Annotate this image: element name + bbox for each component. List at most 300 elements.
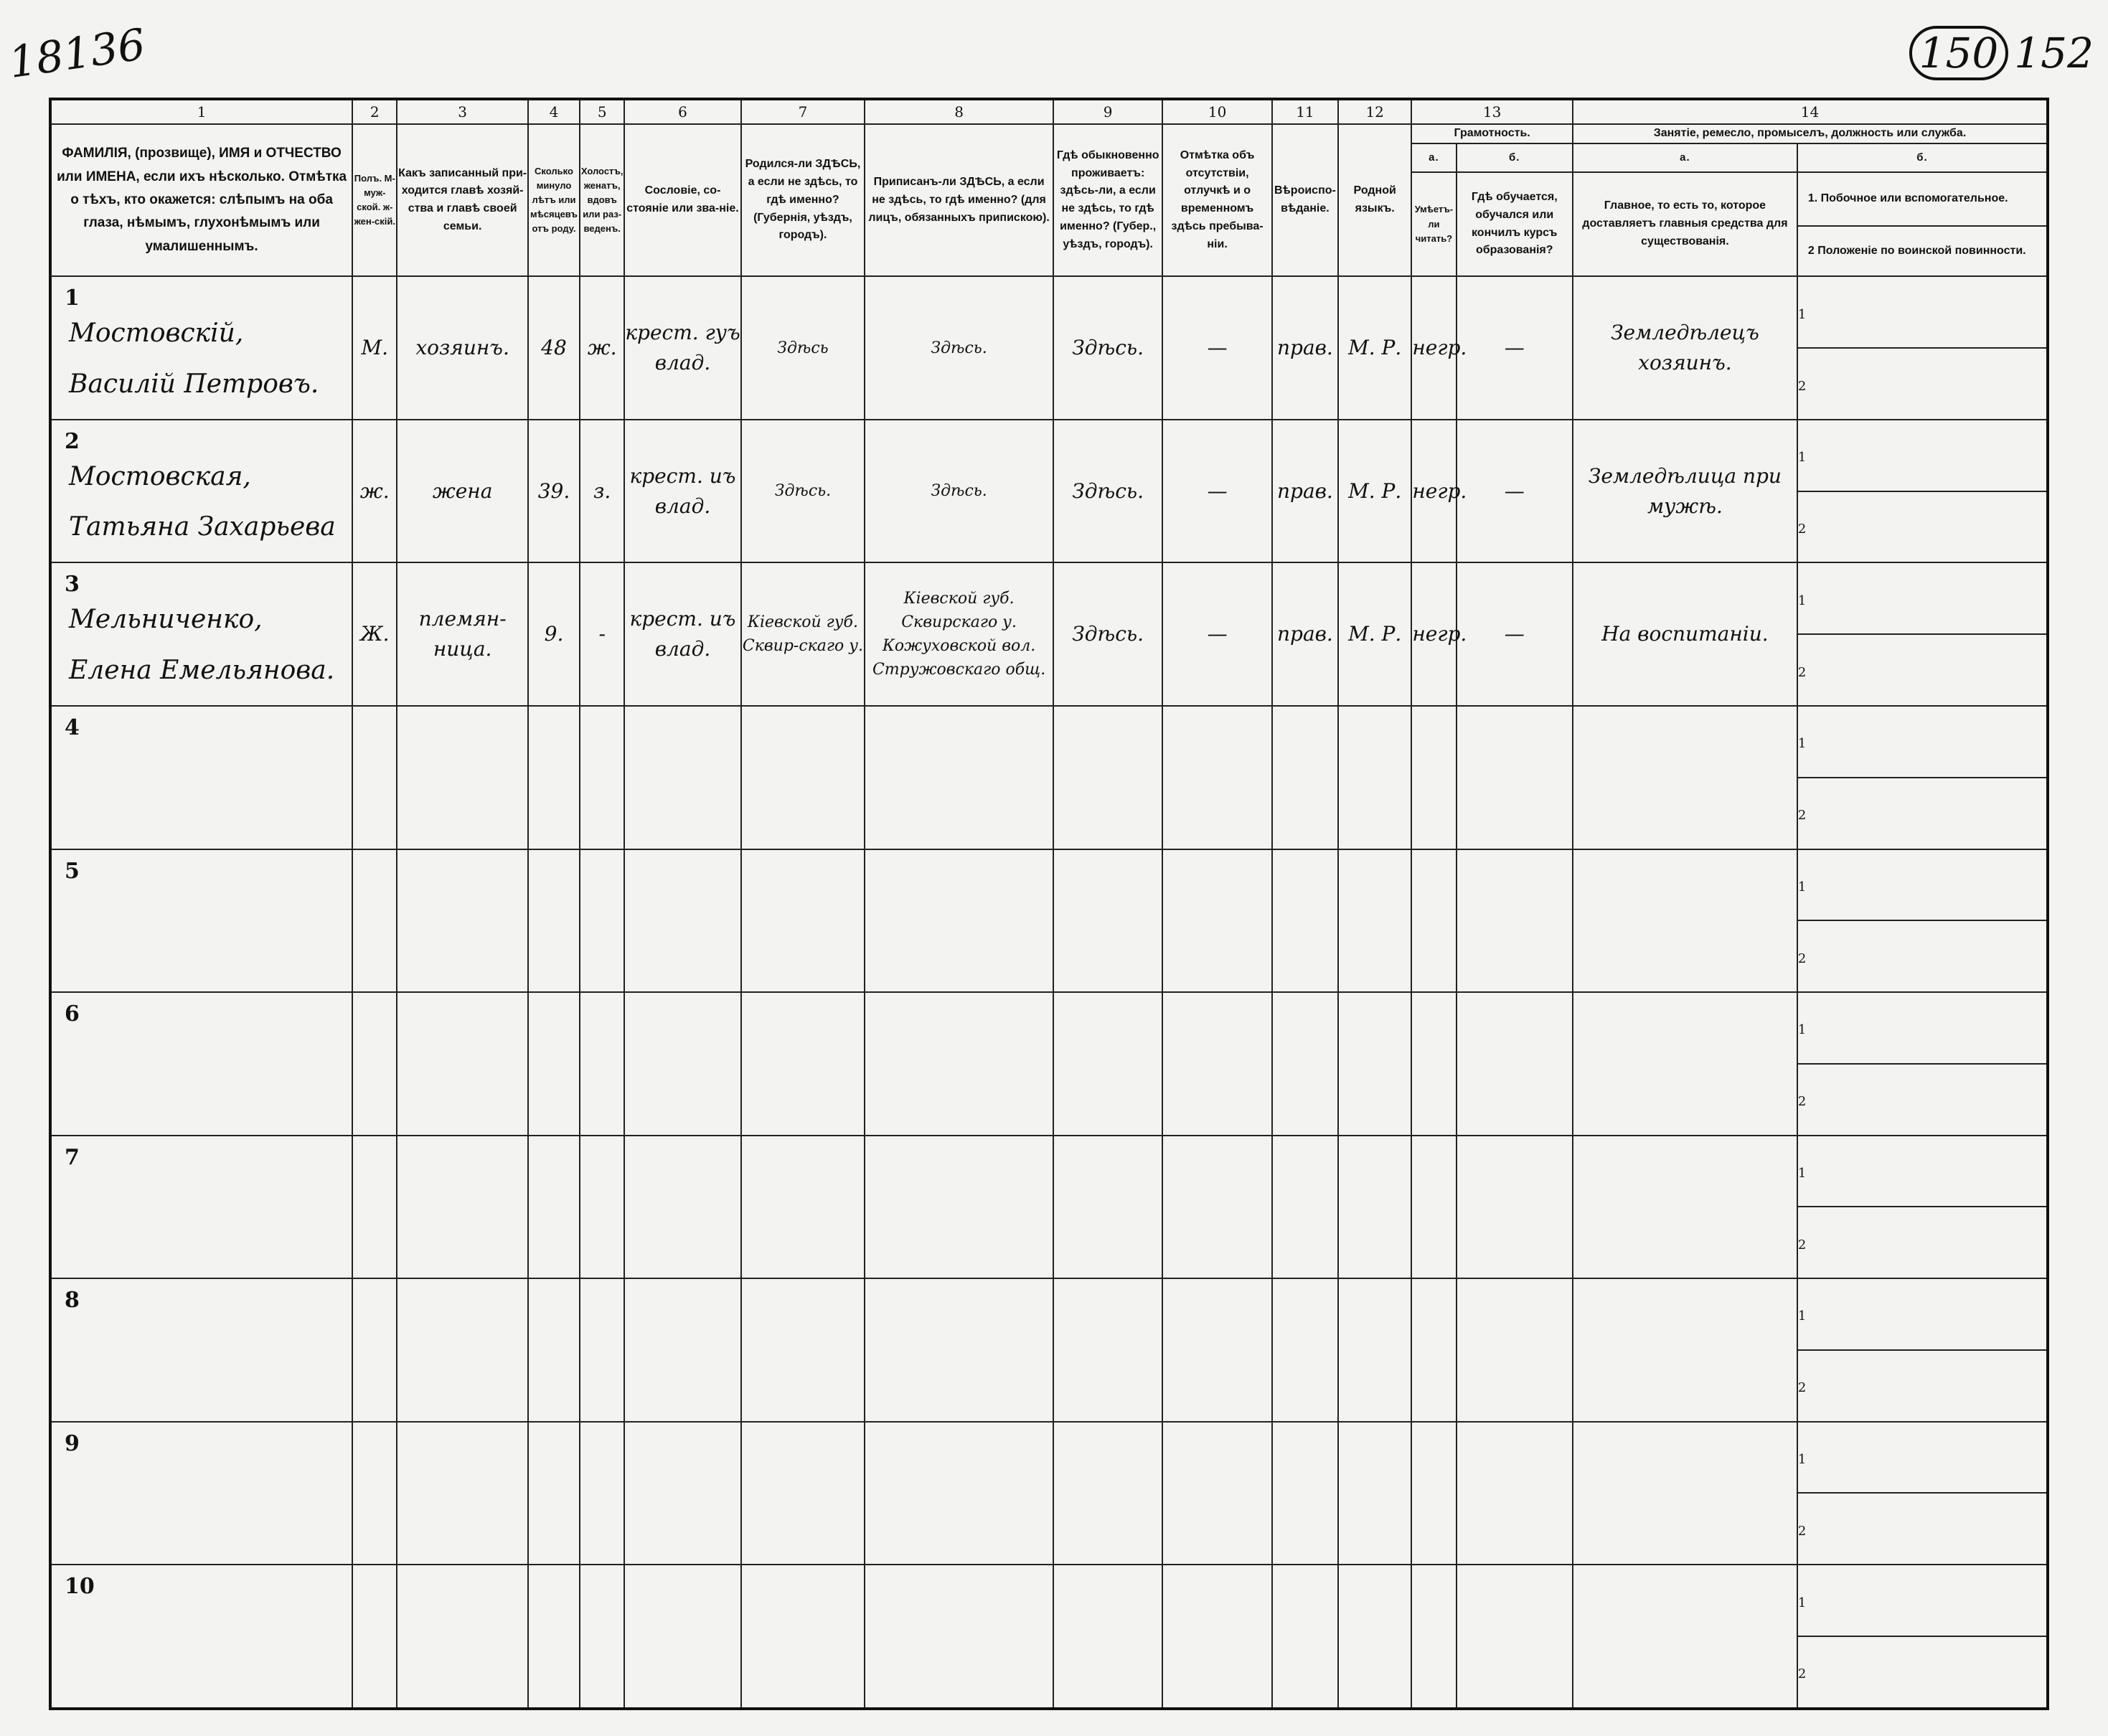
value-relation: хозяинъ. [415, 336, 509, 360]
sub-label: 2 [1797, 664, 1807, 680]
row-number: 7 [65, 1144, 80, 1170]
cell-education [1457, 276, 1573, 420]
cell-religion [1272, 1422, 1338, 1565]
secondary-occupation-cell [1797, 992, 2048, 1064]
cell-born [741, 1565, 865, 1709]
cell-estate [624, 562, 740, 706]
header-registration: Приписанъ-ли ЗДѢСЬ, а если не здѣсь, то гдѣ именно? (для лицъ, обязанныхъ припискою). [865, 124, 1053, 276]
cell-sex [352, 1422, 397, 1565]
cell-religion [1272, 420, 1338, 563]
given-name: Василій Петровъ. [69, 369, 319, 399]
colnum: 3 [397, 99, 528, 124]
cell-resides [1053, 1422, 1162, 1565]
cell-literate [1411, 1278, 1456, 1422]
secondary-occupation-cell [1797, 1422, 2048, 1494]
person-name-cell [50, 276, 352, 420]
cell-registered [865, 1422, 1053, 1565]
value-language: М. Р. [1348, 336, 1402, 360]
row-number: 9 [65, 1430, 80, 1456]
cell-absence [1162, 1278, 1271, 1422]
cell-born [741, 706, 865, 849]
military-status-cell [1797, 1493, 2048, 1565]
row-number: 4 [65, 714, 80, 740]
person-name-cell [50, 562, 352, 706]
cell-religion [1272, 1278, 1338, 1422]
cell-education [1457, 849, 1573, 993]
column-number-row [50, 99, 2048, 124]
colnum: 10 [1162, 99, 1271, 124]
cell-religion [1272, 276, 1338, 420]
sub-label: 1 [1797, 1022, 1807, 1038]
sub-label: 1 [1797, 1595, 1807, 1610]
colnum: 5 [580, 99, 624, 124]
crossed-page-number: 150 [1909, 26, 2009, 80]
sub-label: 1 [1797, 736, 1807, 752]
value-religion: прав. [1276, 622, 1333, 646]
header-military-status: 2 Положеніе по воинской повинности. [1807, 244, 2026, 257]
value-resides: Здѣсь. [1072, 622, 1144, 646]
cell-marital [580, 1422, 624, 1565]
person-rows [50, 276, 2048, 1709]
cell-estate [624, 1565, 740, 1709]
cell-marital [580, 706, 624, 849]
sub-label: 2 [1797, 1380, 1807, 1396]
cell-religion [1272, 1136, 1338, 1279]
value-religion: прав. [1276, 336, 1333, 360]
cell-marital [580, 562, 624, 706]
cell-registered [865, 1565, 1053, 1709]
sub-label: 2 [1797, 950, 1807, 966]
value-language: М. Р. [1348, 622, 1402, 646]
secondary-occupation-cell [1797, 562, 2048, 634]
cell-language [1338, 1565, 1411, 1709]
value-religion: прав. [1276, 478, 1333, 503]
cell-education [1457, 420, 1573, 563]
person-name-cell [50, 706, 352, 849]
cell-literate [1411, 562, 1467, 706]
person-row [50, 1565, 2048, 1636]
cell-age [528, 420, 580, 563]
header-birthplace: Родился-ли ЗДѢСЬ, а если не здѣсь, то гдѣ именно? (Губернія, уѣздъ, городъ). [741, 124, 865, 276]
sub-label: 2 [1797, 1237, 1807, 1253]
cell-registered [865, 420, 1053, 563]
cell-language [1338, 849, 1411, 993]
cell-resides [1053, 1565, 1162, 1709]
census-form-table [49, 98, 2049, 1710]
cell-relation [397, 562, 528, 706]
person-row [50, 276, 2048, 348]
surname: Мостовскій, [69, 319, 244, 349]
person-name-cell [50, 1422, 352, 1565]
colnum: 13 [1411, 99, 1573, 124]
cell-registered [865, 276, 1053, 420]
military-status-cell [1797, 1636, 2048, 1709]
cell-education [1457, 562, 1573, 706]
cell-occupation [1573, 1278, 1797, 1422]
value-registered: Здѣсь. [931, 482, 987, 501]
cell-registered [865, 849, 1053, 993]
value-literate: негр. [1412, 336, 1467, 360]
given-name: Татьяна Захарьева [69, 512, 336, 542]
value-sex: М. [361, 336, 389, 360]
colnum: 6 [624, 99, 740, 124]
cell-sex [352, 1136, 397, 1279]
cell-resides [1053, 992, 1162, 1136]
cell-occupation [1573, 992, 1797, 1136]
cell-literate [1411, 1422, 1456, 1565]
page-number [1909, 29, 2094, 77]
sub-label: 1 [1797, 306, 1807, 322]
cell-resides [1053, 420, 1162, 563]
cell-estate [624, 1136, 740, 1279]
cell-relation [397, 706, 528, 849]
cell-sex [352, 276, 397, 420]
value-marital: з. [593, 478, 611, 503]
secondary-occupation-cell [1797, 1136, 2048, 1207]
cell-sex [352, 1278, 397, 1422]
cell-language [1338, 1278, 1411, 1422]
cell-relation [397, 1565, 528, 1709]
cell-religion [1272, 1565, 1338, 1709]
secondary-occupation-cell [1797, 276, 2048, 348]
value-education: — [1504, 622, 1525, 646]
person-name [69, 452, 336, 552]
person-row [50, 1422, 2048, 1494]
cell-born [741, 1278, 865, 1422]
value-education: — [1504, 336, 1525, 360]
cell-resides [1053, 276, 1162, 420]
cell-marital [580, 420, 624, 563]
cell-estate [624, 992, 740, 1136]
sub-label: 1 [1797, 879, 1807, 895]
cell-absence [1162, 992, 1271, 1136]
cell-absence [1162, 849, 1271, 993]
value-resides: Здѣсь. [1072, 336, 1144, 360]
cell-occupation [1573, 276, 1797, 420]
military-status-cell [1797, 634, 2048, 706]
header-residence: Гдѣ обыкновенно проживаетъ: здѣсь-ли, а если не здѣсь, то гдѣ именно? (Губер., уѣздъ, городъ). [1053, 124, 1162, 276]
value-registered: Кіевской губ. Сквирскаго у. Кожуховской вол. Стружовскаго общ. [872, 590, 1046, 679]
cell-education [1457, 1565, 1573, 1709]
header-sex: Полъ. М-муж-ской. ж-жен-скій. [352, 124, 397, 276]
row-number: 6 [65, 1001, 80, 1027]
row-number: 5 [65, 858, 80, 884]
surname: Мельниченко, [69, 605, 263, 635]
header-age: Сколько минуло лѣтъ или мѣсяцевъ отъ роду. [528, 124, 580, 276]
cell-resides [1053, 1278, 1162, 1422]
cell-sex [352, 562, 397, 706]
value-sex: Ж. [360, 622, 390, 646]
military-status-cell [1797, 1207, 2048, 1278]
colnum: 8 [865, 99, 1053, 124]
person-name-cell [50, 992, 352, 1136]
cell-age [528, 562, 580, 706]
cell-literate [1411, 706, 1456, 849]
cell-occupation [1573, 420, 1797, 563]
person-name [69, 308, 319, 409]
person-name-cell [50, 1565, 352, 1709]
cell-absence [1162, 706, 1271, 849]
value-relation: жена [432, 478, 493, 503]
given-name: Елена Емельянова. [69, 655, 335, 685]
value-born: Здѣсь [777, 339, 829, 357]
cell-age [528, 1422, 580, 1565]
cell-relation [397, 1278, 528, 1422]
cell-religion [1272, 849, 1338, 993]
person-row [50, 706, 2048, 778]
cell-occupation [1573, 1422, 1797, 1565]
secondary-occupation-cell [1797, 420, 2048, 491]
person-row [50, 992, 2048, 1064]
header-secondary [1797, 172, 2048, 277]
sub-label: 1 [1797, 1452, 1807, 1468]
sub-label: 2 [1797, 1094, 1807, 1110]
cell-estate [624, 420, 740, 563]
value-absence: — [1207, 336, 1228, 360]
value-occupation: На воспитаніи. [1601, 622, 1769, 646]
value-occupation: Земледѣлецъ хозяинъ. [1611, 321, 1759, 375]
cell-sex [352, 1565, 397, 1709]
secondary-occupation-cell [1797, 849, 2048, 921]
cell-language [1338, 1422, 1411, 1565]
header-relation: Какъ записанный при-ходится главѣ хозяй-ства и главѣ своей семьи. [397, 124, 528, 276]
person-row [50, 1136, 2048, 1207]
value-born: Здѣсь. [774, 482, 832, 501]
cell-language [1338, 706, 1411, 849]
header-occupation-a: а. [1573, 143, 1797, 172]
colnum: 12 [1338, 99, 1411, 124]
cell-born [741, 420, 865, 563]
cell-marital [580, 1565, 624, 1709]
cell-language [1338, 420, 1411, 563]
row-number: 10 [65, 1574, 95, 1600]
cell-marital [580, 1136, 624, 1279]
cell-age [528, 706, 580, 849]
cell-education [1457, 706, 1573, 849]
colnum: 2 [352, 99, 397, 124]
sub-label: 1 [1797, 450, 1807, 466]
cell-literate [1411, 1565, 1456, 1709]
header-row [50, 124, 2048, 143]
cell-literate [1411, 1136, 1456, 1279]
cell-born [741, 1422, 865, 1565]
cell-sex [352, 849, 397, 993]
cell-language [1338, 1136, 1411, 1279]
military-status-cell [1797, 920, 2048, 992]
value-relation: племян-ница. [418, 607, 507, 661]
value-sex: ж. [359, 478, 390, 503]
sub-label: 2 [1797, 378, 1807, 394]
cell-relation [397, 1136, 528, 1279]
cell-age [528, 1278, 580, 1422]
value-occupation: Земледѣлица при мужѣ. [1588, 463, 1782, 518]
header-language: Родной языкъ. [1338, 124, 1411, 276]
value-language: М. Р. [1348, 478, 1402, 503]
cell-education [1457, 992, 1573, 1136]
military-status-cell [1797, 348, 2048, 420]
value-estate: крест. иъ влад. [629, 607, 736, 661]
cell-resides [1053, 1136, 1162, 1279]
cell-estate [624, 849, 740, 993]
header-marital: Холостъ, женатъ, вдовъ или раз-веденъ. [580, 124, 624, 276]
row-number: 1 [65, 286, 80, 311]
header-literacy-a: а. [1411, 143, 1456, 172]
military-status-cell [1797, 1064, 2048, 1136]
cell-born [741, 1136, 865, 1279]
value-absence: — [1207, 622, 1228, 646]
person-row [50, 420, 2048, 491]
row-number: 8 [65, 1288, 80, 1313]
cell-age [528, 849, 580, 993]
cell-relation [397, 420, 528, 563]
cell-language [1338, 562, 1411, 706]
cell-age [528, 276, 580, 420]
cell-resides [1053, 849, 1162, 993]
header-occupation: Занятіе, ремесло, промыселъ, должность или служба. [1573, 124, 2048, 143]
cell-relation [397, 276, 528, 420]
sub-label: 1 [1797, 1308, 1807, 1324]
secondary-occupation-cell [1797, 1278, 2048, 1350]
cell-language [1338, 276, 1411, 420]
cell-literate [1411, 276, 1467, 420]
header-name: ФАМИЛІЯ, (прозвище), ИМЯ и ОТЧЕСТВО или ИМЕНА, если ихъ нѣсколько. Отмѣтка о тѣхъ, кто окажется: слѣпымъ на оба глаза, нѣмымъ, глухонѣмымъ или умалишеннымъ. [50, 124, 352, 276]
value-age: 39. [537, 478, 570, 503]
cell-born [741, 992, 865, 1136]
value-literate: негр. [1412, 478, 1467, 503]
value-age: 9. [544, 622, 564, 646]
cell-marital [580, 992, 624, 1136]
header-literacy-b: б. [1457, 143, 1573, 172]
cell-literate [1411, 992, 1456, 1136]
cell-sex [352, 420, 397, 563]
colnum: 9 [1053, 99, 1162, 124]
cell-registered [865, 1278, 1053, 1422]
value-estate: крест. иъ влад. [629, 463, 736, 518]
secondary-occupation-cell [1797, 1565, 2048, 1636]
cell-absence [1162, 562, 1271, 706]
cell-occupation [1573, 706, 1797, 849]
person-row [50, 1278, 2048, 1350]
sub-label: 1 [1797, 593, 1807, 608]
cell-education [1457, 1278, 1573, 1422]
colnum: 14 [1573, 99, 2048, 124]
value-literate: негр. [1412, 622, 1467, 646]
person-name-cell [50, 1278, 352, 1422]
cell-absence [1162, 1565, 1271, 1709]
header-absence: Отмѣтка объ отсутствіи, отлучкѣ и о временномъ здѣсь пребыва-ніи. [1162, 124, 1271, 276]
military-status-cell [1797, 491, 2048, 563]
cell-occupation [1573, 1565, 1797, 1709]
cell-sex [352, 992, 397, 1136]
header-religion: Вѣроиспо-вѣданіе. [1272, 124, 1338, 276]
cell-occupation [1573, 1136, 1797, 1279]
value-marital: - [598, 622, 606, 646]
cell-registered [865, 706, 1053, 849]
value-resides: Здѣсь. [1072, 478, 1144, 503]
cell-religion [1272, 562, 1338, 706]
cell-estate [624, 1422, 740, 1565]
cell-relation [397, 1422, 528, 1565]
cell-absence [1162, 1422, 1271, 1565]
sub-label: 2 [1797, 522, 1807, 537]
colnum: 4 [528, 99, 580, 124]
person-row [50, 562, 2048, 634]
cell-resides [1053, 562, 1162, 706]
cell-born [741, 849, 865, 993]
sub-label: 2 [1797, 808, 1807, 824]
sub-label: 1 [1797, 1165, 1807, 1181]
cell-registered [865, 992, 1053, 1136]
person-name [69, 595, 334, 695]
value-absence: — [1207, 478, 1228, 503]
cell-registered [865, 1136, 1053, 1279]
colnum: 11 [1272, 99, 1338, 124]
value-education: — [1504, 478, 1525, 503]
cell-religion [1272, 706, 1338, 849]
cell-estate [624, 706, 740, 849]
military-status-cell [1797, 778, 2048, 849]
cell-relation [397, 849, 528, 993]
cell-literate [1411, 849, 1456, 993]
sub-label: 2 [1797, 1523, 1807, 1539]
cell-marital [580, 849, 624, 993]
cell-literate [1411, 420, 1467, 563]
cell-estate [624, 1278, 740, 1422]
row-number: 3 [65, 572, 80, 598]
cell-estate [624, 276, 740, 420]
header-education: Гдѣ обучается, обучался или кончилъ курсъ образованія? [1457, 172, 1573, 277]
archive-number: 18136 [6, 19, 149, 88]
cell-education [1457, 1422, 1573, 1565]
cell-language [1338, 992, 1411, 1136]
row-number: 2 [65, 428, 80, 454]
colnum: 7 [741, 99, 865, 124]
cell-age [528, 1565, 580, 1709]
cell-absence [1162, 1136, 1271, 1279]
colnum: 1 [50, 99, 352, 124]
cell-registered [865, 562, 1053, 706]
header-occupation-b: б. [1797, 143, 2048, 172]
header-estate: Сословіе, со-стояніе или зва-ніе. [624, 124, 740, 276]
value-age: 48 [541, 336, 567, 360]
header-can-read: Умѣетъ-ли читать? [1411, 172, 1456, 277]
secondary-occupation-cell [1797, 706, 2048, 778]
cell-relation [397, 992, 528, 1136]
value-estate: крест. гуъ влад. [625, 321, 740, 375]
cell-religion [1272, 992, 1338, 1136]
sub-label: 2 [1797, 1666, 1807, 1682]
cell-age [528, 1136, 580, 1279]
cell-absence [1162, 276, 1271, 420]
cell-education [1457, 1136, 1573, 1279]
cell-born [741, 562, 865, 706]
header-secondary-occupation: 1. Побочное или вспомогательное. [1798, 173, 2046, 227]
value-born: Кіевской губ. Сквир-скаго у. [742, 613, 864, 656]
cell-marital [580, 276, 624, 420]
cell-resides [1053, 706, 1162, 849]
cell-sex [352, 706, 397, 849]
person-name-cell [50, 1136, 352, 1279]
military-status-cell [1797, 1350, 2048, 1422]
header-main-occupation: Главное, то есть то, которое доставляетъ главныя средства для существованія. [1573, 172, 1797, 277]
current-page-number: 152 [2014, 29, 2094, 77]
value-marital: ж. [587, 336, 617, 360]
person-name-cell [50, 849, 352, 993]
cell-occupation [1573, 849, 1797, 993]
surname: Мостовская, [69, 461, 251, 491]
person-name-cell [50, 420, 352, 563]
value-registered: Здѣсь. [931, 339, 987, 357]
